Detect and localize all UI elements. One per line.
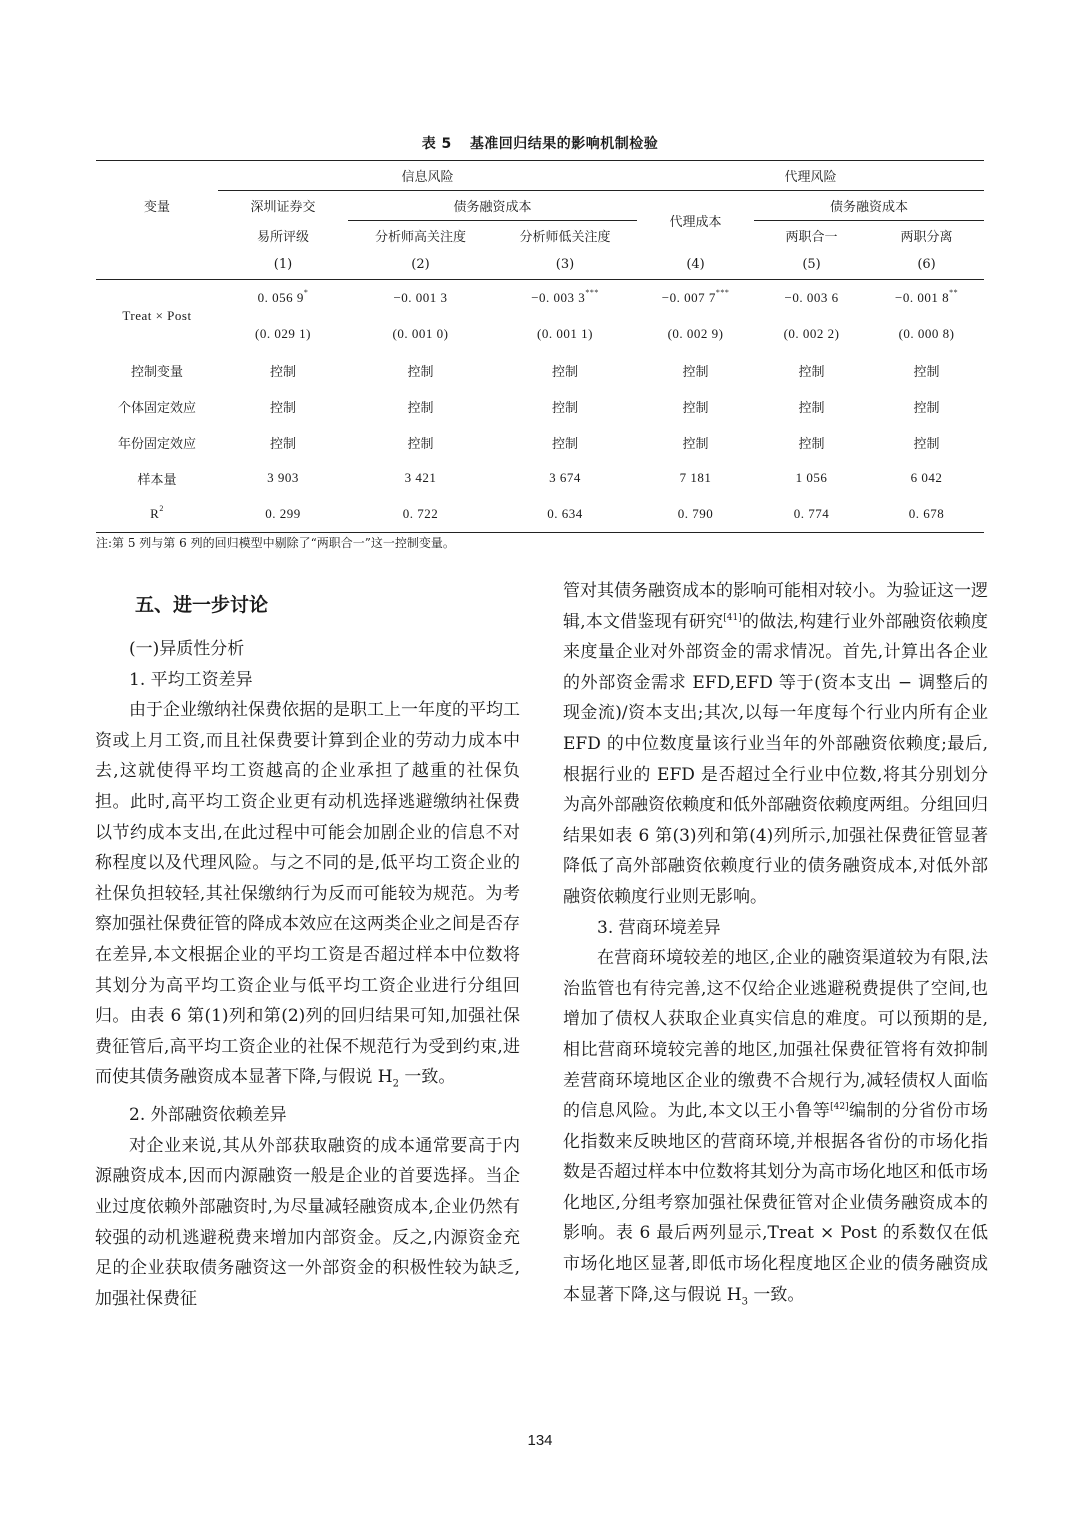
sub-heading-3: 3. 营商环境差异 <box>597 917 721 938</box>
n-cell: 7 181 <box>679 470 712 485</box>
control-cell: 控制 <box>798 364 825 380</box>
se-cell: (0. 029 1) <box>255 326 311 341</box>
control-cell: 控制 <box>682 436 709 452</box>
control-cell: 控制 <box>552 364 579 380</box>
paragraph-2: 对企业来说,其从外部获取融资的成本通常要高于内源融资成本,因而内源融资一般是企业的首要选择。当企业过度依赖外部融资时,为尽量减轻融资成本,企业仍然有较强的动机逃避税费来增加内部资金。反之,内源资金充足的企业获取债务融资这一外部资金的积极性较为缺乏,加强社保费征 <box>95 1135 520 1309</box>
regression-table <box>96 160 984 533</box>
row-label-firm-fe: 个体固定效应 <box>117 400 196 416</box>
control-cell: 控制 <box>552 400 579 416</box>
table-caption <box>0 133 1080 153</box>
col-num: (5) <box>802 257 821 272</box>
n-cell: 3 674 <box>549 470 581 485</box>
header-variable: 变量 <box>96 161 218 251</box>
paragraph-3: 在营商环境较差的地区,企业的融资渠道较为有限,法治监管也有待完善,这不仅给企业逃避税费提供了空间,也增加了债权人获取企业真实信息的难度。可以预期的是,相比营商环境较完善的地区,加强社保费征管将有效抑制差营商环境地区企业的缴费不合规行为,减轻债权人面临的信息风险。为此,本文以王小鲁等[42]编制的分省份市场化指数来反映地区的营商环境,并根据各省份的市场化指数是否超过样本中位数将其划分为高市场化地区和低市场化地区,分组考察加强社保费征管对企业债务融资成本的影响。表 6 最后两列显示,Treat × Post 的系数仅在低市场化地区显著,即低市场化程度地区企业的债务融资成本显著下降,这与假说 $H_3$ 一致。 <box>563 948 989 1308</box>
row-label-controls: 控制变量 <box>130 364 183 380</box>
n-cell: 1 056 <box>795 470 828 485</box>
header-info-risk: 信息风险 <box>218 161 637 191</box>
n-cell: 3 903 <box>267 470 299 485</box>
table-caption-number: 表 5 <box>421 136 452 152</box>
coef-cell: −0. 003 6 <box>754 280 869 317</box>
r2-cell: 0. 299 <box>218 496 348 533</box>
control-cell: 控制 <box>407 364 434 380</box>
control-cell: 控制 <box>407 436 434 452</box>
se-cell: (0. 002 2) <box>783 326 840 341</box>
r2-cell: 0. 790 <box>637 496 754 533</box>
table-caption-title: 基准回归结果的影响机制检验 <box>469 136 659 152</box>
paragraph-2-continued: 管对其债务融资成本的影响可能相对较小。为验证这一逻辑,本文借鉴现有研究[41]的做法,构建行业外部融资依赖度来度量企业对外部资金的需求情况。首先,计算出各企业的外部资金需求 EFD,EFD 等于(资本支出 − 调整后的现金流)/资本支出;其次,以每一年度每个行业内所有企业 EFD 的中位数度量该行业当年的外部融资依赖度;最后,根据行业的 EFD 是否超过全行业中位数,将其分别划分为高外部融资依赖度和低外部融资依赖度两组。分组回归结果如表 6 第(3)列和第(4)列所示,加强社保费征管显著降低了高外部融资依赖度行业的债务融资成本,对低外部融资依赖度行业则无影响。 <box>563 581 989 907</box>
se-cell: (0. 000 8) <box>898 326 955 341</box>
control-cell: 控制 <box>913 364 940 380</box>
sub-heading-1: 1. 平均工资差异 <box>129 669 253 690</box>
coef-cell: 0. 056 9* <box>218 280 348 317</box>
col-num: (4) <box>686 257 705 272</box>
citation-42: [42] <box>830 1102 849 1113</box>
coef-cell: −0. 001 3 <box>348 280 493 317</box>
control-cell: 控制 <box>798 400 825 416</box>
control-cell: 控制 <box>913 400 940 416</box>
col-num: (3) <box>555 257 575 272</box>
control-cell: 控制 <box>407 400 434 416</box>
row-label-treat-post: Treat × Post <box>96 280 218 353</box>
header-analyst-high: 分析师高关注度 <box>374 230 466 245</box>
subsection-heading: (一)异质性分析 <box>129 639 245 659</box>
row-label-sample-size: 样本量 <box>137 472 177 488</box>
sub-heading-2: 2. 外部融资依赖差异 <box>129 1105 287 1126</box>
header-dual-merge: 两职合一 <box>785 230 838 245</box>
se-cell: (0. 001 0) <box>392 326 449 341</box>
control-cell: 控制 <box>682 400 709 416</box>
col-num: (2) <box>411 257 430 272</box>
coef-cell: −0. 007 7*** <box>637 280 754 317</box>
control-cell: 控制 <box>269 364 296 380</box>
header-agency-risk: 代理风险 <box>637 161 984 191</box>
r2-cell: 0. 678 <box>869 496 984 533</box>
citation-41: [41] <box>723 612 742 623</box>
r2-cell: 0. 634 <box>493 496 637 533</box>
header-dual-sep: 两职分离 <box>900 230 953 245</box>
header-agency-cost: 代理成本 <box>669 215 722 230</box>
header-debt-cost-2: 债务融资成本 <box>754 191 984 221</box>
r2-cell: 0. 774 <box>754 496 869 533</box>
control-cell: 控制 <box>552 436 579 452</box>
page-number: 134 <box>527 1432 553 1449</box>
section-heading: 五、进一步讨论 <box>135 594 269 616</box>
row-label-r2: $R^2$ <box>96 496 218 533</box>
n-cell: 6 042 <box>910 470 943 485</box>
col-num: (6) <box>917 257 936 272</box>
col-num: (1) <box>273 257 293 272</box>
control-cell: 控制 <box>798 436 825 452</box>
right-column <box>563 576 988 1318</box>
table-note: 注:第 5 列与第 6 列的回归模型中剔除了“两职合一”这一控制变量。 <box>96 536 455 550</box>
paragraph-1: 由于企业缴纳社保费依据的是职工上一年度的平均工资或上月工资,而且社保费要计算到企业的劳动力成本中去,这就使得平均工资越高的企业承担了越重的社保负担。此时,高平均工资企业更有动机选择逃避缴纳社保费以节约成本支出,在此过程中可能会加剧企业的信息不对称程度以及代理风险。与之不同的是,低平均工资企业的社保负担较轻,其社保缴纳行为反而可能较为规范。为考察加强社保费征管的降成本效应在这两类企业之间是否存在差异,本文根据企业的平均工资是否超过样本中位数将其划分为高平均工资企业与低平均工资企业进行分组回归。由表 6 第(1)列和第(2)列的回归结果可知,加强社保费征管后,高平均工资企业的社保不规范行为受到约束,进而使其债务融资成本显著下降,与假说 $H_2$ 一致。 <box>95 700 520 1090</box>
row-label-year-fe: 年份固定效应 <box>117 436 196 452</box>
control-cell: 控制 <box>913 436 940 452</box>
control-cell: 控制 <box>682 364 709 380</box>
header-analyst-low: 分析师低关注度 <box>519 230 611 245</box>
header-debt-cost-1: 债务融资成本 <box>348 191 637 221</box>
header-szse-rating-line1: 深圳证券交 <box>250 200 316 216</box>
coef-cell: −0. 003 3*** <box>493 280 637 317</box>
n-cell: 3 421 <box>404 470 437 485</box>
se-cell: (0. 001 1) <box>537 326 593 341</box>
control-cell: 控制 <box>269 436 296 452</box>
header-szse-rating-line2: 易所评级 <box>256 229 309 245</box>
control-cell: 控制 <box>269 400 296 416</box>
r2-cell: 0. 722 <box>348 496 493 533</box>
se-cell: (0. 002 9) <box>667 326 724 341</box>
coef-cell: −0. 001 8** <box>869 280 984 317</box>
left-column <box>95 588 520 1314</box>
